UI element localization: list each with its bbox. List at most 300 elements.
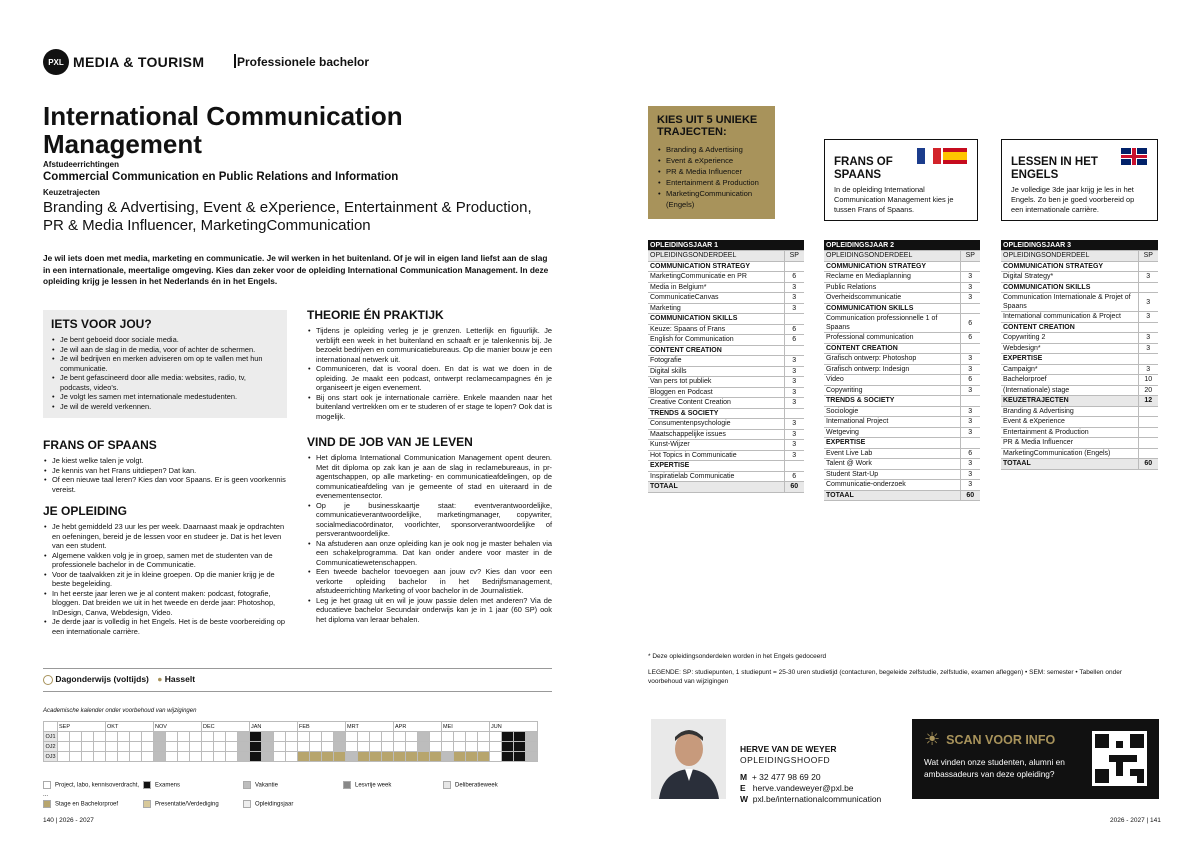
table-row <box>824 303 980 314</box>
job-item: • Na afstuderen aan onze opleiding kan je ook nog je master behalen via een schakelprogramma. Dat kan onder andere voor master in de Communicatiewetenschappen. <box>307 539 552 568</box>
course-name: Wetgeving <box>824 427 960 438</box>
table-row <box>1001 459 1158 470</box>
calendar-caption: Academische kalender onder voorbehoud van wijzigingen <box>43 708 197 714</box>
calendar-cell <box>166 742 178 752</box>
course-sp: 3 <box>960 282 980 293</box>
calendar-cell <box>430 742 442 752</box>
table-row <box>824 490 980 501</box>
calendar-cell <box>406 752 418 762</box>
course-name: EXPERTISE <box>648 461 784 472</box>
course-name: CONTENT CREATION <box>648 345 784 356</box>
calendar-cell <box>394 732 406 742</box>
calendar-cell <box>250 752 262 762</box>
legend-item <box>43 800 143 810</box>
calendar-cell <box>106 732 118 742</box>
traject-item: • Entertainment & Production <box>657 177 766 188</box>
opleiding-title: JE OPLEIDING <box>43 504 128 518</box>
course-name: Communication Internationale & Projet of Spaans <box>1001 293 1138 312</box>
legend-swatch <box>443 781 451 789</box>
calendar-cell <box>490 742 502 752</box>
calendar-cell <box>118 752 130 762</box>
calendar-cell <box>466 742 478 752</box>
course-sp: 3 <box>784 398 804 409</box>
course-sp: 6 <box>960 375 980 386</box>
table-row <box>824 343 980 354</box>
table-row <box>648 482 804 493</box>
calendar-cell <box>94 742 106 752</box>
calendar-row-label: OJ2 <box>45 743 56 750</box>
course-sp: 3 <box>1138 343 1158 354</box>
table-row <box>824 251 980 262</box>
calendar-cell <box>94 732 106 742</box>
legend-label: Presentatie/Verdediging <box>155 801 219 808</box>
legend-note: LEGENDE: SP: studiepunten, 1 studiepunt = 25-30 uren studietijd (contacturen, begeleide zelfstudie, zelfstudie, examen afleggen) • SEM: semester • Tabellen onder voorbehoud van wijzigingen <box>648 669 1122 685</box>
legend-label: Stage en Bachelorproef <box>55 801 119 808</box>
course-name: Keuze: Spaans of Frans <box>648 324 784 335</box>
course-sp: 3 <box>784 419 804 430</box>
table-row <box>824 354 980 365</box>
table-row <box>1001 293 1158 312</box>
table-row <box>824 459 980 470</box>
calendar-cell <box>358 732 370 742</box>
job-section <box>307 435 552 624</box>
table-row <box>648 240 804 251</box>
course-name: Consumentenpsychologie <box>648 419 784 430</box>
calendar-cell <box>514 732 526 742</box>
table-row <box>1001 322 1158 333</box>
course-name: (Internationale) stage <box>1001 385 1138 396</box>
calendar-cell <box>322 732 334 742</box>
course-sp: 3 <box>960 354 980 365</box>
calendar-cell <box>154 732 166 742</box>
table-row <box>824 293 980 304</box>
course-name: OPLEIDINGSJAAR 2 <box>824 240 980 251</box>
calendar-cell <box>526 732 538 742</box>
calendar-row <box>44 742 538 752</box>
course-name: MarketingCommunication (Engels) <box>1001 448 1138 459</box>
calendar-cell <box>142 752 154 762</box>
web-label: W <box>740 794 749 804</box>
calendar-cell <box>226 752 238 762</box>
table-row <box>648 293 804 304</box>
mode-label: Dagonderwijs (voltijds) <box>55 674 149 684</box>
course-sp: 3 <box>784 303 804 314</box>
calendar-cell <box>178 742 190 752</box>
course-sp: SP <box>1138 251 1158 262</box>
legend-swatch <box>43 781 51 789</box>
calendar-cell <box>358 742 370 752</box>
course-sp: 60 <box>1138 459 1158 470</box>
course-sp: 3 <box>960 427 980 438</box>
table-row <box>648 450 804 461</box>
calendar-cell <box>214 742 226 752</box>
course-name: Branding & Advertising <box>1001 406 1138 417</box>
course-name: English for Communication <box>648 335 784 346</box>
course-name: Student Start-Up <box>824 469 960 480</box>
legend-label: Examens <box>155 782 181 789</box>
calendar-cell <box>166 752 178 762</box>
table-row <box>824 448 980 459</box>
calendar-cell <box>190 742 202 752</box>
calendar-month: OKT <box>106 722 154 732</box>
calendar-cell <box>298 742 310 752</box>
legend-item <box>443 781 543 791</box>
table-row <box>648 440 804 451</box>
calendar-cell <box>154 742 166 752</box>
table-row <box>824 385 980 396</box>
email-label: E <box>740 783 746 793</box>
trajecten-box <box>648 106 775 219</box>
calendar-cell <box>454 732 466 742</box>
course-name: Grafisch ontwerp: Indesign <box>824 364 960 375</box>
course-sp <box>1138 448 1158 459</box>
calendar-cell <box>310 752 322 762</box>
course-name: International communication & Project <box>1001 312 1138 323</box>
course-sp: 3 <box>1138 364 1158 375</box>
table-row <box>824 427 980 438</box>
course-sp: SP <box>960 251 980 262</box>
calendar-cell <box>250 742 262 752</box>
academic-calendar <box>43 721 538 762</box>
course-name: OPLEIDINGSONDERDEEL <box>824 251 960 262</box>
course-name: COMMUNICATION STRATEGY <box>648 261 784 272</box>
table-row <box>648 356 804 367</box>
table-row <box>1001 396 1158 407</box>
calendar-month: FEB <box>298 722 346 732</box>
contact-phone[interactable]: + 32 477 98 69 20 <box>751 772 821 782</box>
calendar-cell <box>430 752 442 762</box>
contact-web[interactable]: pxl.be/internationalcommunication <box>752 794 882 804</box>
course-name: OPLEIDINGSONDERDEEL <box>1001 251 1138 262</box>
frans-box-title: FRANS OF SPAANS <box>834 156 893 181</box>
calendar-cell <box>298 752 310 762</box>
course-name: MarketingCommunicatie en PR <box>648 272 784 283</box>
course-name: Maatschappelijke issues <box>648 429 784 440</box>
course-name: COMMUNICATION SKILLS <box>824 303 960 314</box>
course-sp: 3 <box>960 272 980 283</box>
engels-box <box>1001 139 1158 221</box>
course-sp <box>784 345 804 356</box>
legend-item <box>43 781 143 800</box>
calendar-cell <box>70 752 82 762</box>
course-sp: 3 <box>784 282 804 293</box>
table-row <box>824 261 980 272</box>
table-row <box>648 272 804 283</box>
frans-title: FRANS OF SPAANS <box>43 438 157 452</box>
opleiding-item: • Algemene vakken volg je in groep, samen met de studenten van de professionele bachelor in de Communicatie. <box>43 551 287 570</box>
calendar-cell <box>478 742 490 752</box>
contact-block <box>740 744 881 805</box>
course-sp <box>960 303 980 314</box>
iets-item: • Je wil de wereld verkennen. <box>51 402 279 412</box>
course-name: Fotografie <box>648 356 784 367</box>
course-name: Copywriting 2 <box>1001 333 1138 344</box>
course-name: COMMUNICATION STRATEGY <box>824 261 960 272</box>
legend-label: Project, labo, kennisoverdracht, ... <box>43 782 140 798</box>
calendar-cell <box>490 732 502 742</box>
table-row <box>1001 333 1158 344</box>
course-name: OPLEIDINGSJAAR 1 <box>648 240 804 251</box>
calendar-month: MRT <box>346 722 394 732</box>
clock-icon <box>43 675 53 685</box>
course-name: OPLEIDINGSONDERDEEL <box>648 251 784 262</box>
calendar-cell <box>442 732 454 742</box>
calendar-cell <box>82 732 94 742</box>
theorie-item: • Tijdens je opleiding verleg je je grenzen. Letterlijk en figuurlijk. Je verblijft een week in het buitenland en schaaft er je talenkennis bij. Je bezoekt bedrijven en communicatiebureaus. Op die manier bouw je een internationaal netwerk uit. <box>307 326 552 364</box>
table-row <box>1001 438 1158 449</box>
table-row <box>1001 448 1158 459</box>
calendar-cell <box>58 742 70 752</box>
lead-paragraph: Je wil iets doen met media, marketing en communicatie. Je wil werken in het buitenland. Of je wil in eigen land liefst aan de slag in een internationale, meertalige omgeving. Kies dan zeker voor de opleiding International Communication Management. In deze opleiding krijg je lessen in het Nederlands én in het Engels. <box>43 253 549 286</box>
course-name: COMMUNICATION SKILLS <box>1001 282 1138 293</box>
calendar-row-label: OJ3 <box>45 753 56 760</box>
course-name: Grafisch ontwerp: Photoshop <box>824 354 960 365</box>
calendar-cell <box>178 732 190 742</box>
calendar-cell <box>394 742 406 752</box>
legend-item <box>243 800 343 810</box>
course-sp <box>1138 406 1158 417</box>
pxl-logo: PXL <box>43 49 69 75</box>
course-sp <box>784 461 804 472</box>
person-icon <box>651 719 726 799</box>
location-label: Hasselt <box>164 674 196 684</box>
calendar-cell <box>70 732 82 742</box>
course-sp: 3 <box>1138 333 1158 344</box>
calendar-cell <box>94 752 106 762</box>
course-name: Media in Belgium* <box>648 282 784 293</box>
course-sp <box>1138 438 1158 449</box>
table-row <box>824 480 980 491</box>
theorie-title: THEORIE ÉN PRAKTIJK <box>307 308 444 322</box>
table-row <box>648 314 804 325</box>
legend-label: Vakantie <box>255 782 278 789</box>
calendar-cell <box>454 742 466 752</box>
table-row <box>648 419 804 430</box>
calendar-cell <box>286 742 298 752</box>
calendar-cell <box>502 752 514 762</box>
calendar-cell <box>370 752 382 762</box>
course-sp: 3 <box>960 385 980 396</box>
contact-name: HERVE VAN DE WEYER <box>740 744 837 754</box>
course-name: Public Relations <box>824 282 960 293</box>
opleiding-section <box>43 504 287 636</box>
calendar-cell <box>250 732 262 742</box>
course-sp: 3 <box>960 417 980 428</box>
page-number-left: 140 | 2026 - 2027 <box>43 817 94 824</box>
traject-item: • Event & eXperience <box>657 155 766 166</box>
legend-swatch <box>143 800 151 808</box>
table-row <box>648 471 804 482</box>
contact-email[interactable]: herve.vandeweyer@pxl.be <box>752 783 854 793</box>
job-item: • Leg je het graag uit en wil je jouw passie delen met anderen? Via de educatieve bachelor Secundair onderwijs kan je in 1 jaar (60 SP) ook het diploma van leraar behalen. <box>307 596 552 625</box>
calendar-cell <box>190 752 202 762</box>
theorie-section <box>307 308 552 421</box>
table-row <box>824 438 980 449</box>
calendar-cell <box>154 752 166 762</box>
traject-item: • PR & Media Influencer <box>657 166 766 177</box>
calendar-cell <box>478 752 490 762</box>
course-name: Marketing <box>648 303 784 314</box>
course-sp <box>784 408 804 419</box>
calendar-cell <box>382 732 394 742</box>
table-row <box>1001 240 1158 251</box>
table-row <box>648 324 804 335</box>
calendar-cell <box>226 742 238 752</box>
course-sp <box>784 261 804 272</box>
course-name: Communicatie-onderzoek <box>824 480 960 491</box>
course-name: EXPERTISE <box>1001 354 1138 365</box>
table-row <box>1001 427 1158 438</box>
course-name: Copywriting <box>824 385 960 396</box>
frans-item: • Of een nieuwe taal leren? Kies dan voor Spaans. Er is geen voorkennis vereist. <box>43 475 287 494</box>
calendar-cell <box>334 742 346 752</box>
calendar-month: MEI <box>442 722 490 732</box>
course-name: EXPERTISE <box>824 438 960 449</box>
course-name: CommunicatieCanvas <box>648 293 784 304</box>
course-name: Campaign* <box>1001 364 1138 375</box>
course-name: TRENDS & SOCIETY <box>824 396 960 407</box>
qr-code[interactable] <box>1092 731 1147 786</box>
calendar-cell <box>370 742 382 752</box>
table-row <box>648 398 804 409</box>
legend-item <box>343 781 443 791</box>
calendar-cell <box>310 732 322 742</box>
calendar-cell <box>370 732 382 742</box>
legend-swatch <box>143 781 151 789</box>
traject-item: • Branding & Advertising <box>657 144 766 155</box>
calendar-row <box>44 752 538 762</box>
lightbulb-icon: ☀ <box>924 729 941 749</box>
divider <box>43 668 552 669</box>
table-row <box>824 406 980 417</box>
table-row <box>824 282 980 293</box>
frans-list <box>43 456 287 494</box>
course-sp: 3 <box>960 459 980 470</box>
course-name: PR & Media Influencer <box>1001 438 1138 449</box>
course-sp: 3 <box>960 469 980 480</box>
table-row <box>824 240 980 251</box>
calendar-corner <box>44 722 58 732</box>
calendar-cell <box>466 752 478 762</box>
calendar-cell <box>130 742 142 752</box>
calendar-month: JAN <box>250 722 298 732</box>
opleiding-item: • Je derde jaar is volledig in het Engels. Het is de beste voorbereiding op een internationale carrière. <box>43 617 287 636</box>
table-row <box>1001 417 1158 428</box>
calendar-legend <box>43 781 552 809</box>
scan-box <box>912 719 1159 799</box>
table-row <box>824 469 980 480</box>
course-name: Webdesign* <box>1001 343 1138 354</box>
table-row <box>824 364 980 375</box>
engels-box-title: LESSEN IN HET ENGELS <box>1011 156 1098 181</box>
course-name: Sociologie <box>824 406 960 417</box>
course-name: Van pers tot publiek <box>648 377 784 388</box>
course-sp: 3 <box>784 377 804 388</box>
flag-france-icon <box>917 148 941 164</box>
keuze-label: Keuzetrajecten <box>43 188 100 197</box>
portrait-photo <box>651 719 726 799</box>
course-sp: SP <box>784 251 804 262</box>
afstudeer-value: Commercial Communication en Public Relations and Information <box>43 171 399 183</box>
course-sp: 6 <box>960 448 980 459</box>
calendar-cell <box>310 742 322 752</box>
legend-swatch <box>243 800 251 808</box>
course-sp: 3 <box>960 406 980 417</box>
calendar-cell <box>130 732 142 742</box>
course-name: Video <box>824 375 960 386</box>
opleiding-item: • Je hebt gemiddeld 23 uur les per week. Daarnaast maak je opdrachten en oefeningen, bereid je de lessen voor en studeer je. Dat is het leven van een student. <box>43 522 287 551</box>
brand-name: MEDIA & TOURISM <box>73 54 205 70</box>
divider <box>43 691 552 692</box>
calendar-cell <box>82 752 94 762</box>
course-name: TOTAAL <box>824 490 960 501</box>
course-name: Bachelorproef <box>1001 375 1138 386</box>
calendar-cell <box>442 752 454 762</box>
table-row <box>648 303 804 314</box>
calendar-cell <box>322 742 334 752</box>
calendar-cell <box>262 742 274 752</box>
table-row <box>824 272 980 283</box>
course-sp: 3 <box>784 429 804 440</box>
table-row <box>1001 406 1158 417</box>
calendar-cell <box>490 752 502 762</box>
job-item: • Het diploma International Communication Management opent deuren. Met dit diploma op zak kan je aan de slag in reclamebureaus, in pr-agentschappen, op alle marketing- en communicatieafdelingen, op de communicatieafdeling van je gemeente of stad en uiteraard in de evenementensector. <box>307 453 552 501</box>
calendar-cell <box>430 732 442 742</box>
calendar-cell <box>106 742 118 752</box>
calendar-cell <box>514 752 526 762</box>
frans-box-text: In de opleiding International Communication Management kies je tussen Frans of Spaans. <box>834 185 954 214</box>
legend-swatch <box>43 800 51 808</box>
flags <box>917 148 967 166</box>
course-sp <box>784 314 804 325</box>
course-sp: 6 <box>784 324 804 335</box>
calendar-cell <box>322 752 334 762</box>
theorie-item: • Bij ons start ook je internationale carrière. Enkele maanden naar het buitenland vertrekken om er te studeren of er stage te lopen? Ook dat is mogelijk. <box>307 393 552 422</box>
calendar-cell <box>526 742 538 752</box>
calendar-cell <box>190 732 202 742</box>
calendar-month: NOV <box>154 722 202 732</box>
course-sp: 6 <box>784 471 804 482</box>
calendar-cell <box>466 732 478 742</box>
course-sp <box>1138 354 1158 365</box>
course-sp: 3 <box>960 364 980 375</box>
legend-label: Deliberatieweek <box>455 782 498 789</box>
course-sp: 3 <box>1138 312 1158 323</box>
course-sp <box>960 396 980 407</box>
calendar-cell <box>478 732 490 742</box>
course-sp: 6 <box>960 333 980 344</box>
course-sp <box>1138 282 1158 293</box>
divider <box>234 54 236 68</box>
course-name: OPLEIDINGSJAAR 3 <box>1001 240 1158 251</box>
calendar-cell <box>418 752 430 762</box>
calendar-row-label: OJ1 <box>45 733 56 740</box>
course-sp: 60 <box>784 482 804 493</box>
table-row <box>648 261 804 272</box>
course-sp: 3 <box>1138 293 1158 312</box>
course-sp: 3 <box>784 293 804 304</box>
course-sp <box>960 438 980 449</box>
course-name: TOTAAL <box>1001 459 1138 470</box>
course-sp: 3 <box>1138 272 1158 283</box>
calendar-cell <box>106 752 118 762</box>
calendar-row <box>44 732 538 742</box>
iets-item: • Je wil aan de slag in de media, voor of achter de schermen. <box>51 345 279 355</box>
calendar-cell <box>214 752 226 762</box>
page-number-right: 2026 - 2027 | 141 <box>1110 817 1161 824</box>
calendar-cell <box>118 742 130 752</box>
course-sp <box>1138 322 1158 333</box>
